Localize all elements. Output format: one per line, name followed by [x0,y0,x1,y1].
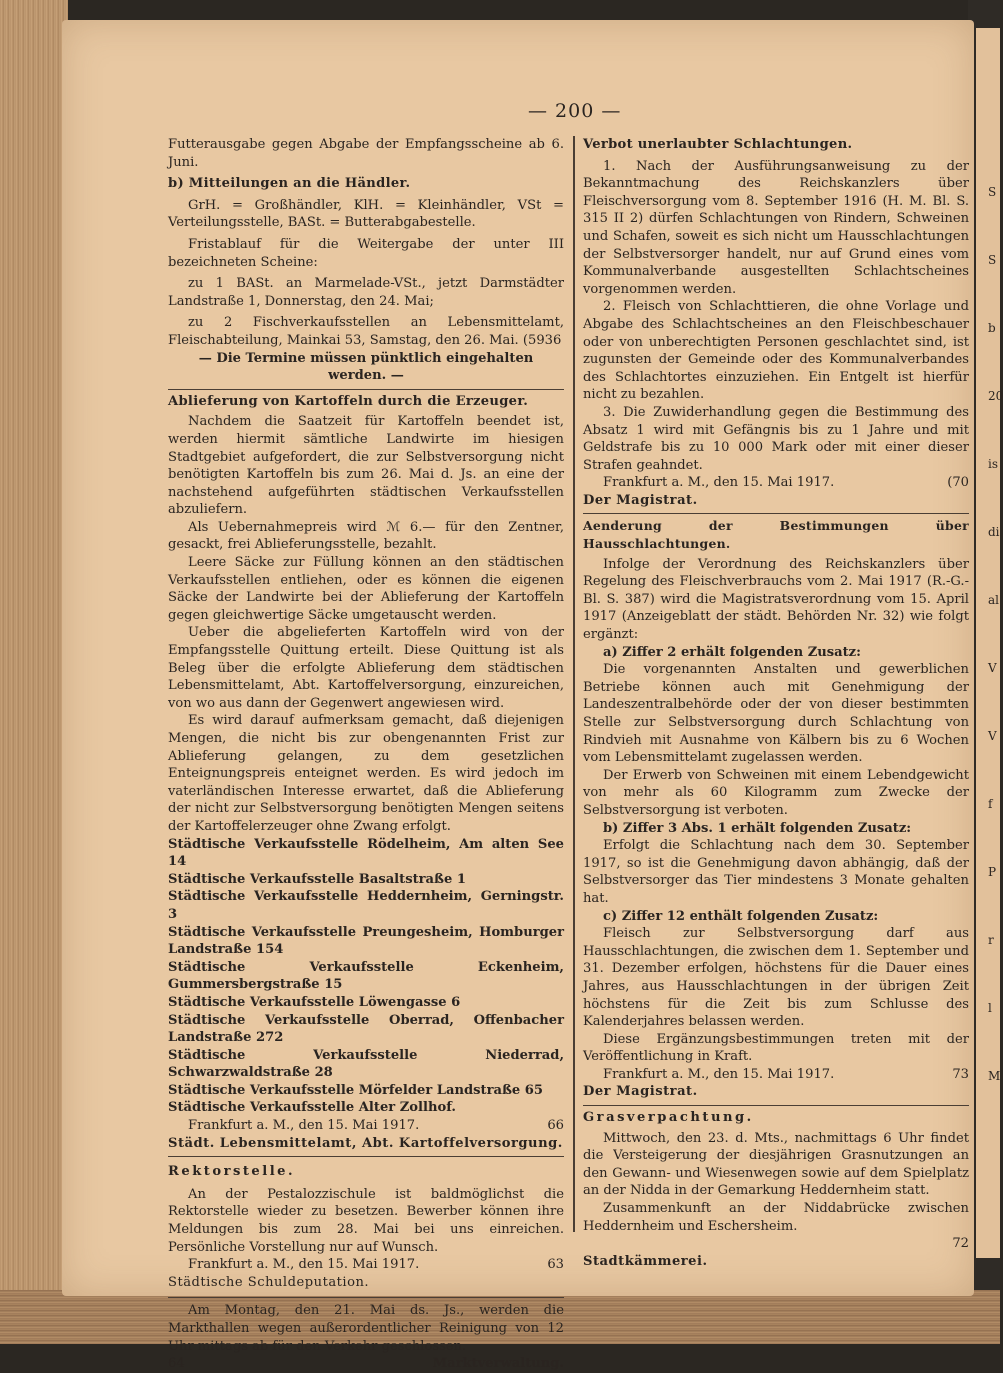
column-divider [573,136,575,1232]
sales-points-list [168,836,564,1118]
paragraph: Mittwoch, den 23. d. Mts., nachmittags 6 Uhr findet die Versteigerung der diesjährigen Grasnutzungen an den Gewann- und Wiesenwegen sowie auf dem Spielplatz an der Nidda in der Gemarkung Heddernheim statt. [583,1130,969,1199]
clause-label: b) Ziffer 3 Abs. 1 erhält folgenden Zusatz: [603,820,912,836]
sales-point-item: Städtische Verkaufsstelle Rödelheim, Am alten See 14 [168,836,564,870]
notice-number: 64 [168,1356,185,1372]
dateline [168,1256,564,1274]
paragraph: Als Uebernahmepreis wird ℳ 6.— für den Zentner, gesackt, frei Ablieferungsstelle, bezahlt. [168,519,564,553]
paragraph: Fleisch zur Selbstversorgung darf aus Hausschlachtungen, die zwischen dem 1. September und 31. Dezember erfolgen, höchstens für die Dauer eines Jahres, aus Hausschlachtungen in der übrigen Zeit höchstens für die Zeit bis zum Schlusse des Kalenderjahres belassen werden. [583,926,969,1030]
notice-number: (70 [947,475,969,491]
next-page-fragment: 20 [988,389,1003,403]
left-column [168,136,564,1373]
section-rule [583,1105,969,1106]
next-page-fragment: r [988,933,994,947]
dateline [583,1235,969,1253]
date-text: Frankfurt a. M., den 15. Mai 1917. [188,1118,420,1134]
next-page-fragment: V [988,729,997,743]
sales-point-item: Städtische Verkaufsstelle Alter Zollhof. [168,1100,456,1116]
paragraph: Leere Säcke zur Füllung können an den städtischen Verkaufsstellen entliehen, oder es können die eigenen Säcke der Landwirte bei der Ablieferung der Kartoffeln gegen gleichwertige Säcke umgetauscht werden. [168,555,564,623]
signature: Stadtkämmerei. [583,1253,708,1269]
paragraph: 1. Nach der Ausführungsanweisung zu der Bekanntmachung des Reichskanzlers über Fleischversorgung vom 8. September 1916 (H. M. Bl. S. 315 II 2) dürfen Schlachtungen von Rindern, Schweinen und Schafen, soweit es sich nicht um Hausschlachtungen der Selbstversorger handelt, nur auf Grund eines vom Kommunalverbande ausgestellten Schlachtscheines vorgenommen werden. [583,158,969,297]
next-page-fragment: S [988,185,997,199]
dateline [168,1355,564,1373]
paragraph: 2. Fleisch von Schlachttieren, die ohne Vorlage und Abgabe des Schlachtscheines an den Fleischbeschauer oder von unberechtigten Personen geschlachtet sind, ist zugunsten der Gemeinde oder des Kommunalverbandes des Schlachtortes einzuziehen. Ein Entgelt ist hierfür nicht zu bezahlen. [583,299,969,403]
paragraph: Am Montag, den 21. Mai ds. Js., werden die Markthallen wegen außerordentlicher Reinigung von 12 Uhr mittags ab für den Verkehr geschlossen. [168,1303,564,1354]
sales-point-item: Städtische Verkaufsstelle Löwengasse 6 [168,994,461,1010]
paragraph: An der Pestalozzischule ist baldmöglichst die Rektorstelle wieder zu besetzen. Bewerber können ihre Meldungen bis zum 28. Mai bei uns einreichen. Persönliche Vorstellung nur auf Wunsch. [168,1186,564,1255]
signature: Der Magistrat. [583,492,698,508]
clause-label: a) Ziffer 2 erhält folgenden Zusatz: [603,644,861,660]
sales-point-item: Städtische Verkaufsstelle Basaltstraße 1 [168,871,466,887]
paragraph: Zusammenkunft an der Niddabrücke zwischen Heddernheim und Eschersheim. [583,1201,969,1234]
section-rule [168,1156,564,1157]
paragraph: zu 1 BASt. an Marmelade-VSt., jetzt Darmstädter Landstraße 1, Donnerstag, den 24. Mai; [168,276,564,309]
next-page-fragment: is [988,457,998,471]
section-rule [168,389,564,390]
paragraph: Erfolgt die Schlachtung nach dem 30. September 1917, so ist die Genehmigung davon abhängig, daß der Selbstversorger das Tier mindestens 3 Monate gehalten hat. [583,838,969,906]
next-page-fragment: di [988,525,1000,539]
paragraph: Diese Ergänzungsbestimmungen treten mit der Veröffentlichung in Kraft. [583,1031,969,1065]
dateline [168,1117,564,1135]
signature: Städtische Schuldeputation. [168,1274,370,1290]
paragraph: — Die Termine müssen pünktlich eingehalten werden. — [198,350,534,384]
section-heading: Verbot unerlaubter Schlachtungen. [583,137,853,152]
paragraph: 3. Die Zuwiderhandlung gegen die Bestimmung des Absatz 1 wird mit Gefängnis bis zu 1 Jahre und mit Geldstrafe bis zu 10 000 Mark oder mit einer dieser Strafen geahndet. [583,404,969,473]
next-page-fragment: V [988,661,997,675]
paragraph: Fristablauf für die Weitergabe der unter III bezeichneten Scheine: [168,236,564,270]
paragraph: Die vorgenannten Anstalten und gewerblichen Betriebe können auch mit Genehmigung der Landeszentralbehörde oder der von dieser bestimmten Stelle zur Selbstversorgung durch Schlachtung von Rindvieh mit Ausnahme von Kälbern bis zu 6 Wochen vom Lebensmittelamt zugelassen werden. [583,662,969,766]
next-page-fragment: P [988,865,997,879]
paragraph: zu 2 Fischverkaufsstellen an Lebensmittelamt, Fleischabteilung, Mainkai 53, Samstag, den 26. Mai. (5936 [168,315,564,348]
sales-point-item: Städtische Verkaufsstelle Oberrad, Offenbacher Landstraße 272 [168,1012,564,1046]
date-text: Frankfurt a. M., den 15. Mai 1917. [188,1257,420,1273]
clause-label: c) Ziffer 12 enthält folgenden Zusatz: [603,908,879,924]
signature: Marktverwaltung. [432,1356,564,1372]
section-rule [168,1297,564,1298]
dateline [583,474,969,492]
sales-point-item: Städtische Verkaufsstelle Heddernheim, Gerningstr. 3 [168,889,564,922]
next-page-fragment: f [988,797,993,811]
paragraph: Nachdem die Saatzeit für Kartoffeln beendet ist, werden hiermit sämtliche Landwirte im hiesigen Stadtgebiet aufgefordert, die zur Selbstversorgung nicht benötigten Kartoffeln bis zum 26. Mai d. Js. an eine der nachstehend aufgeführten städtischen Verkaufsstellen abzuliefern. [168,414,564,518]
signature: Der Magistrat. [583,1084,698,1100]
section-heading: Grasverpachtung. [583,1110,754,1126]
next-page-fragment: al [988,593,999,607]
notice-number: 66 [547,1118,564,1134]
notice-number: 72 [952,1236,969,1252]
paragraph: GrH. = Großhändler, KlH. = Kleinhändler, VSt = Verteilungsstelle, BASt. = Butterabgabestelle. [168,197,564,231]
sales-point-item: Städtische Verkaufsstelle Preungesheim, Homburger Landstraße 154 [168,924,564,958]
section-heading: Rektorstelle. [168,1164,296,1180]
page-number: — 200 — [528,100,622,122]
book-edge-left [0,0,68,1344]
paragraph: Es wird darauf aufmerksam gemacht, daß diejenigen Mengen, die nicht bis zur obengenannten Frist zur Ablieferung gelangen, zu dem gesetzlichen Enteignungspreis enteignet werden. Es wird jedoch im vaterländischen Interesse erwartet, daß die Ablieferung der nicht zur Selbstversorgung benötigten Mengen seitens der Kartoffelerzeuger ohne Zwang erfolgt. [168,713,564,834]
paragraph: Futterausgabe gegen Abgabe der Empfangsscheine ab 6. Juni. [168,137,564,170]
section-rule [583,513,969,514]
date-text: Frankfurt a. M., den 15. Mai 1917. [603,475,835,491]
paragraph: Der Erwerb von Schweinen mit einem Lebendgewicht von mehr als 60 Kilogramm zum Zwecke der Selbstversorgung ist verboten. [583,767,969,818]
right-column [583,136,969,1270]
signature: Städt. Lebensmittelamt, Abt. Kartoffelversorgung. [168,1135,563,1151]
paragraph: Ueber die abgelieferten Kartoffeln wird von der Empfangsstelle Quittung erteilt. Diese Quittung ist als Beleg über die erfolgte Ablieferung dem städtischen Lebensmittelamt, Abt. Kartoffelversorgung, einzureichen, von wo aus dann der Gegenwert angewiesen wird. [168,625,564,711]
next-page-fragment: b [988,321,996,335]
notice-number: 63 [547,1257,564,1273]
next-page-fragment: l [988,1001,992,1015]
sales-point-item: Städtische Verkaufsstelle Mörfelder Landstraße 65 [168,1082,544,1098]
section-heading: b) Mitteilungen an die Händler. [168,176,411,192]
date-text: Frankfurt a. M., den 15. Mai 1917. [603,1066,835,1082]
next-page-fragment: M [988,1069,1001,1083]
next-page-fragment: S [988,253,997,267]
next-page-strip [976,28,1003,1258]
sales-point-item: Städtische Verkaufsstelle Eckenheim, Gummersbergstraße 15 [168,959,564,993]
dateline [583,1066,969,1084]
section-heading: Aenderung der Bestimmungen über Hausschlachtungen. [583,518,969,552]
sales-point-item: Städtische Verkaufsstelle Niederrad, Schwarzwaldstraße 28 [168,1047,564,1081]
section-heading: Ablieferung von Kartoffeln durch die Erzeuger. [168,393,529,409]
notice-number: 73 [952,1066,969,1082]
paragraph: Infolge der Verordnung des Reichskanzlers über Regelung des Fleischverbrauchs vom 2. Mai 1917 (R.-G.-Bl. S. 387) wird die Magistratsverordnung vom 15. April 1917 (Anzeigeblatt der städt. Behörden Nr. 32) wie folgt ergänzt: [583,556,969,643]
